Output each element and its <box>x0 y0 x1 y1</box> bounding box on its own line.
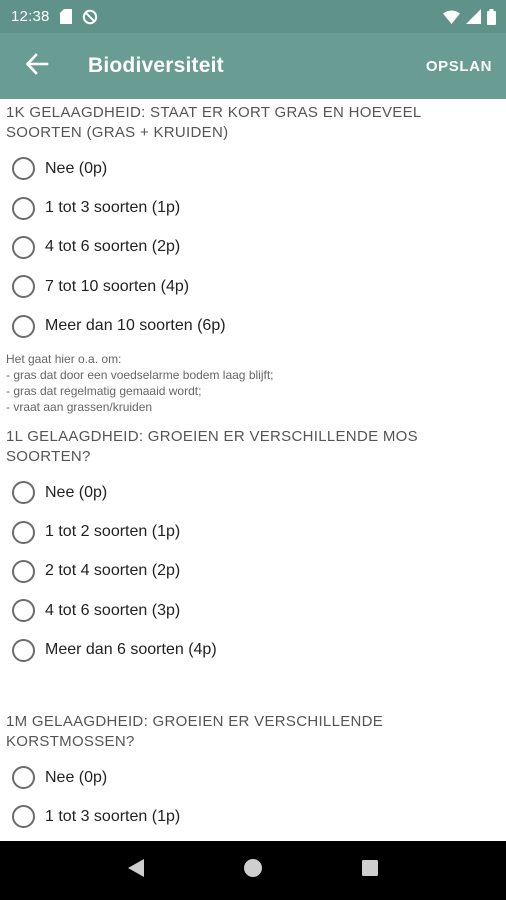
radio-button[interactable] <box>12 521 35 544</box>
radio-button[interactable] <box>12 275 35 298</box>
radio-option[interactable] <box>6 631 500 670</box>
radio-button[interactable] <box>12 315 35 338</box>
radio-option[interactable] <box>6 797 500 836</box>
status-left <box>11 8 98 25</box>
radio-option[interactable] <box>6 228 500 267</box>
radio-label: Nee (0p) <box>45 483 108 501</box>
page-title: Biodiversiteit <box>88 54 224 77</box>
nav-home-button[interactable] <box>233 851 273 891</box>
status-time: 12:38 <box>11 8 50 25</box>
question-heading: 1M GELAAGDHEID: GROEIEN ER VERSCHILLENDE KORSTMOSSEN? <box>6 712 384 750</box>
radio-button[interactable] <box>12 766 35 789</box>
navigation-bar <box>0 841 506 900</box>
hint-line: - gras dat door een voedselarme bodem laag blijft; <box>6 367 274 382</box>
circle-home-icon <box>243 858 263 883</box>
status-bar <box>0 0 506 33</box>
app-bar <box>0 33 506 99</box>
radio-option[interactable] <box>6 758 500 797</box>
radio-option[interactable] <box>6 267 500 306</box>
back-button[interactable] <box>12 41 62 91</box>
wifi-icon <box>443 10 460 24</box>
question-heading: 1L GELAAGDHEID: GROEIEN ER VERSCHILLENDE MOS SOORTEN? <box>6 427 418 465</box>
question-hint <box>6 351 500 415</box>
triangle-back-icon <box>127 858 145 883</box>
square-recents-icon <box>361 859 379 882</box>
signal-icon <box>466 9 481 24</box>
radio-option[interactable] <box>6 149 500 188</box>
radio-option[interactable] <box>6 188 500 227</box>
radio-option[interactable] <box>6 552 500 591</box>
question-heading: 1K GELAAGDHEID: STAAT ER KORT GRAS EN HOEVEEL SOORTEN (GRAS + KRUIDEN) <box>6 104 422 141</box>
sd-card-icon <box>60 9 72 24</box>
radio-button[interactable] <box>12 157 35 180</box>
radio-option[interactable] <box>6 512 500 551</box>
radio-label: Meer dan 10 soorten (6p) <box>45 317 226 335</box>
question-1k <box>6 103 500 415</box>
radio-group <box>6 149 500 346</box>
radio-button[interactable] <box>12 599 35 622</box>
radio-label: 1 tot 3 soorten (1p) <box>45 199 181 217</box>
radio-option[interactable] <box>6 591 500 630</box>
radio-label: 2 tot 4 soorten (2p) <box>45 562 181 580</box>
radio-label: 1 tot 2 soorten (1p) <box>45 523 181 541</box>
radio-button[interactable] <box>12 481 35 504</box>
radio-button[interactable] <box>12 236 35 259</box>
radio-label: 1 tot 3 soorten (1p) <box>45 807 181 825</box>
data-saver-icon <box>82 9 98 25</box>
radio-button[interactable] <box>12 805 35 828</box>
radio-label: 7 tot 10 soorten (4p) <box>45 277 190 295</box>
radio-button[interactable] <box>12 197 35 220</box>
arrow-left-icon <box>26 54 48 79</box>
question-1l <box>6 427 500 670</box>
radio-button[interactable] <box>12 560 35 583</box>
radio-label: Meer dan 6 soorten (4p) <box>45 641 217 659</box>
radio-label: 4 tot 6 soorten (3p) <box>45 601 181 619</box>
radio-group <box>6 473 500 670</box>
battery-icon <box>487 9 496 25</box>
save-button[interactable]: OPSLAN <box>425 57 492 75</box>
radio-label: Nee (0p) <box>45 768 108 786</box>
radio-label: 4 tot 6 soorten (2p) <box>45 238 181 256</box>
radio-label: Nee (0p) <box>45 159 108 177</box>
status-right <box>443 9 496 25</box>
hint-line: Het gaat hier o.a. om: <box>6 351 122 366</box>
nav-back-button[interactable] <box>116 851 156 891</box>
radio-option[interactable] <box>6 473 500 512</box>
nav-recents-button[interactable] <box>350 851 390 891</box>
form-content[interactable] <box>0 99 506 841</box>
radio-option[interactable] <box>6 307 500 346</box>
radio-button[interactable] <box>12 639 35 662</box>
hint-line: - vraat aan grassen/kruiden <box>6 399 153 414</box>
hint-line: - gras dat regelmatig gemaaid wordt; <box>6 383 202 398</box>
